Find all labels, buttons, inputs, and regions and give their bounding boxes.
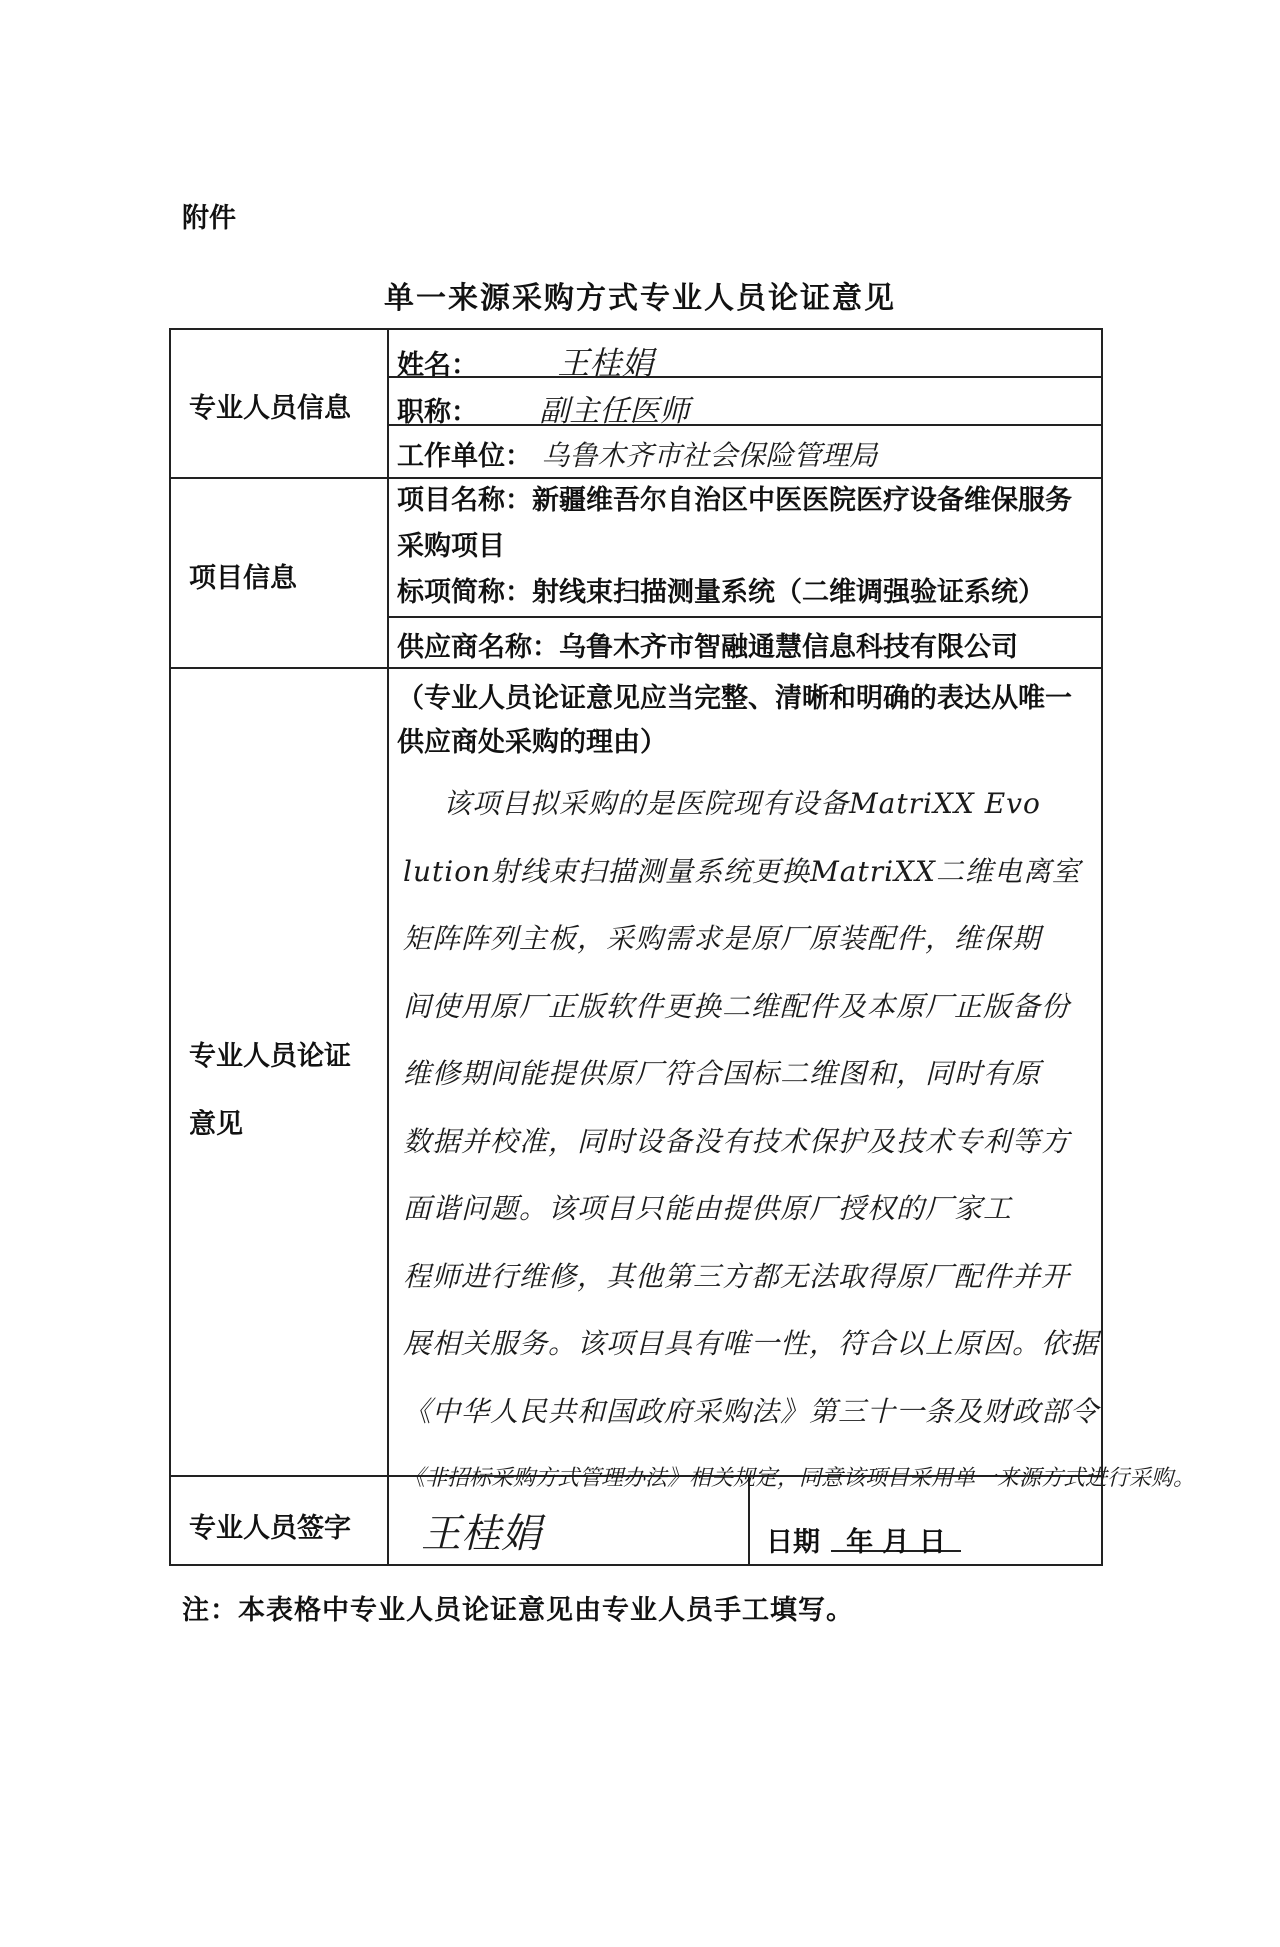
- opinion-line: 展相关服务。该项目具有唯一性，符合以上原因。依据: [403, 1327, 1100, 1360]
- opinion-line: 面谐问题。该项目只能由提供原厂授权的厂家工: [403, 1192, 1013, 1225]
- name-label: 姓名：: [397, 350, 478, 381]
- lot-name: 标项简称：射线束扫描测量系统（二维调强验证系统）: [397, 577, 1045, 608]
- title-value: 副主任医师: [539, 394, 690, 429]
- opinion-form: [169, 328, 1196, 1566]
- opinion-line: 《中华人民共和国政府采购法》第三十一条及财政部令: [403, 1394, 1100, 1428]
- date-label: 日期: [766, 1527, 820, 1558]
- employer-value: 乌鲁木齐市社会保险管理局: [541, 439, 878, 472]
- divider: [171, 667, 1101, 669]
- signature: 王桂娟: [421, 1511, 541, 1557]
- project-details: [397, 478, 1087, 616]
- title-label: 职称：: [397, 397, 478, 428]
- supplier-name: 供应商名称：乌鲁木齐市智融通慧信息科技有限公司: [397, 632, 1018, 663]
- opinion-line: 数据并校准，同时设备没有技术保护及技术专利等方: [403, 1124, 1071, 1158]
- opinion-label-line-2: 意见: [189, 1109, 243, 1140]
- opinion-line: lution射线束扫描测量系统更换MatriXX二维电离室: [403, 854, 1081, 888]
- date-field: 年 月 日: [831, 1520, 961, 1552]
- name-field: [397, 338, 653, 384]
- handwritten-opinion: [403, 770, 1196, 1491]
- employer-field: [397, 434, 877, 474]
- divider: [387, 330, 389, 1564]
- opinion-label-line-1: 专业人员论证: [189, 1041, 351, 1072]
- opinion-line: 间使用原厂正版软件更换二维配件及本原厂正版备份: [403, 989, 1071, 1023]
- title-field: [397, 386, 689, 430]
- attachment-label: 附件: [182, 203, 236, 234]
- project-info-label: 项目信息: [189, 563, 297, 594]
- signature-label: 专业人员签字: [189, 1513, 351, 1544]
- opinion-line: 《非招标采购方式管理办法》相关规定，同意该项目采用单一来源方式进行采购。: [403, 1466, 1196, 1491]
- opinion-line: 维修期间能提供原厂符合国标二维图和，同时有原: [403, 1057, 1042, 1090]
- divider: [387, 616, 1101, 618]
- project-name: 项目名称：新疆维吾尔自治区中医医院医疗设备维保服务采购项目: [397, 485, 1072, 562]
- opinion-line: 程师进行维修，其他第三方都无法取得原厂配件并开: [403, 1259, 1071, 1293]
- document-title: 单一来源采购方式专业人员论证意见: [384, 281, 896, 316]
- expert-info-label: 专业人员信息: [189, 393, 351, 424]
- opinion-instruction: （专业人员论证意见应当完整、清晰和明确的表达从唯一供应商处采购的理由）: [397, 683, 1072, 758]
- employer-label: 工作单位：: [397, 441, 532, 472]
- footer-note: 注：本表格中专业人员论证意见由专业人员手工填写。: [182, 1595, 854, 1626]
- name-value: 王桂娟: [557, 344, 654, 382]
- opinion-line: 矩阵阵列主板，采购需求是原厂原装配件，维保期: [403, 922, 1042, 955]
- opinion-line: 该项目拟采购的是医院现有设备MatriXX Evo: [443, 787, 1041, 820]
